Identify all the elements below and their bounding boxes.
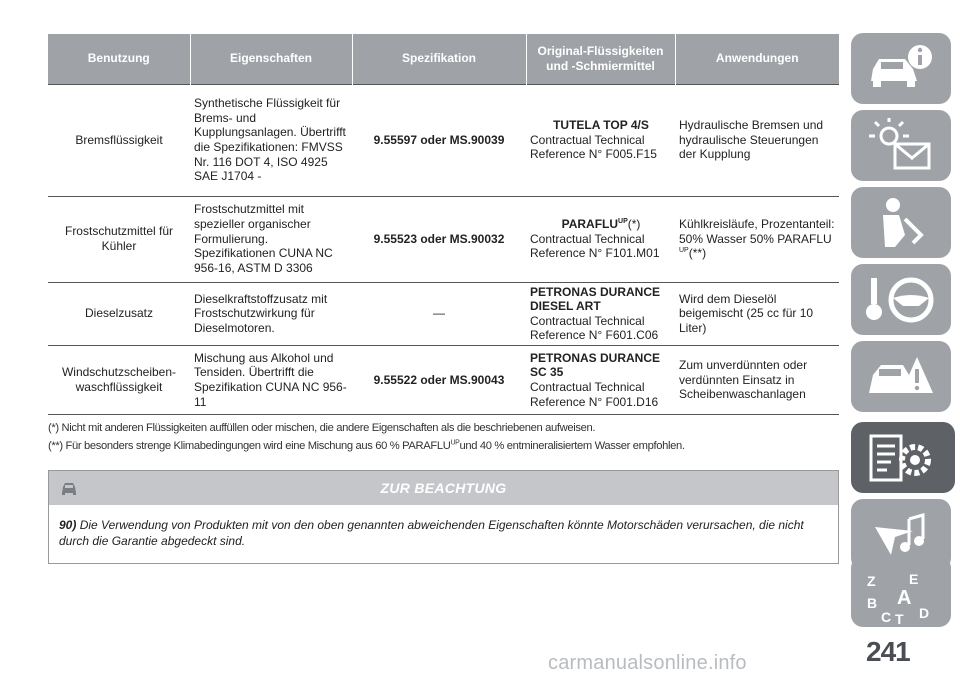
svg-text:C: C — [881, 609, 892, 625]
alphabet-index-icon — [865, 564, 937, 626]
table-row — [48, 196, 839, 282]
table-header-row — [48, 34, 839, 84]
cell-specification: 9.55597 oder MS.90039 — [352, 84, 526, 196]
sidebar-tab-key-steering[interactable] — [851, 264, 951, 335]
table-row — [48, 346, 839, 415]
notice-title: ZUR BEACHTUNG — [380, 480, 507, 496]
cell-properties: Synthetische Flüssigkeit für Brems- und Kupplungsanlagen. Übertrifft die Spezifikationen: FMVSS Nr. 116 DOT 4, ISO 4925 SAE J1704 - — [190, 84, 352, 196]
car-info-icon — [865, 41, 937, 97]
notice-header — [49, 471, 838, 505]
dashboard-lights-icon — [865, 118, 937, 174]
notice-text: Die Verwendung von Produkten mit von den oben genannten abweichenden Eigenschaften könnte Motorschäden verursachen, die nicht durch die Garantie abgedeckt sind. — [59, 518, 804, 548]
seat-airbag-icon — [865, 195, 937, 251]
page-number: 241 — [866, 636, 910, 667]
svg-text:Z: Z — [867, 573, 876, 589]
sidebar-tab-technical-data[interactable] — [851, 422, 955, 493]
cell-application: Hydraulische Bremsen und hydraulische Steuerungen der Kupplung — [675, 84, 839, 196]
table-row — [48, 84, 839, 196]
footnote-single-asterisk: (*) Nicht mit anderen Flüssigkeiten auffüllen oder mischen, die andere Eigenschaften als die beschriebenen aufweisen. — [48, 422, 596, 434]
cell-original-fluid — [526, 196, 675, 282]
cell-application: Wird dem Dieselöl beigemischt (25 cc für 10 Liter) — [675, 282, 839, 346]
cell-original-fluid — [526, 84, 675, 196]
cell-original-fluid — [526, 282, 675, 346]
notice-body — [49, 505, 838, 549]
column-header-specification: Spezifikation — [352, 34, 526, 84]
sidebar-tab-seat-airbag[interactable] — [851, 187, 951, 258]
cell-properties: Mischung aus Alkohol und Tensiden. Übertrifft die Spezifikation CUNA NC 956-11 — [190, 346, 352, 415]
sidebar-tab-alphabet-index[interactable] — [851, 556, 951, 627]
svg-text:D: D — [919, 605, 930, 621]
cell-specification: 9.55523 oder MS.90032 — [352, 196, 526, 282]
table-row — [48, 282, 839, 346]
cell-specification: — — [352, 282, 526, 346]
sidebar-tab-dashboard-lights[interactable] — [851, 110, 951, 181]
column-header-properties: Eigenschaften — [190, 34, 352, 84]
product-reference: Contractual Technical Reference N° F001.D16 — [530, 380, 659, 409]
cell-original-fluid — [526, 346, 675, 415]
cell-properties: Dieselkraftstoffzusatz mit Frostschutzwirkung für Dieselmotoren. — [190, 282, 352, 346]
cell-usage: Bremsflüssigkeit — [48, 84, 190, 196]
product-name: $PARAFLU^{UP}(*)$ — [561, 217, 641, 232]
column-header-original-fluids: Original-Flüssigkeiten und -Schmiermittel — [526, 34, 675, 84]
svg-text:A: A — [897, 587, 912, 609]
product-name: PETRONAS DURANCE SC 35 — [530, 350, 661, 380]
product-reference: Contractual Technical Reference N° F101.M01 — [530, 231, 660, 261]
fluids-specification-table — [48, 34, 839, 415]
svg-text:E: E — [909, 571, 919, 587]
watermark-text: carmanualsonline.info — [548, 652, 747, 674]
product-name: PETRONAS DURANCE DIESEL ART — [530, 284, 661, 314]
cell-specification: 9.55522 oder MS.90043 — [352, 346, 526, 415]
svg-text:T: T — [895, 611, 904, 626]
product-reference: Contractual Technical Reference N° F601.C06 — [530, 313, 659, 343]
key-steering-wheel-icon — [865, 272, 937, 328]
column-header-usage: Benutzung — [48, 34, 190, 84]
cell-properties: Frostschutzmittel mit spezieller organischer Formulierung. Spezifikationen CUNA NC 956-16, ASTM D 3306 — [190, 196, 352, 282]
notice-number: 90) — [59, 518, 77, 532]
sidebar-tab-car-warning[interactable] — [851, 341, 951, 412]
car-warning-icon — [59, 478, 79, 498]
column-header-applications: Anwendungen — [675, 34, 839, 84]
product-reference: Contractual Technical Reference N° F005.F15 — [530, 132, 657, 162]
cell-usage: Windschutzscheiben-waschflüssigkeit — [48, 346, 190, 415]
technical-data-gear-icon — [865, 430, 941, 490]
svg-text:B: B — [867, 595, 878, 611]
sidebar-tab-car-info[interactable] — [851, 33, 951, 104]
cell-usage: Frostschutzmittel für Kühler — [48, 196, 190, 282]
car-warning-icon — [865, 349, 937, 405]
cell-application: Kühlkreisläufe, Prozentanteil: 50% Wasser 50% PARAFLU $^{UP}$(**) — [675, 196, 839, 282]
cell-application: Zum unverdünnten oder verdünnten Einsatz in Scheibenwaschanlagen — [675, 346, 839, 415]
footnote-double-asterisk: (**) Für besonders strenge Klimabedingungen wird eine Mischung aus 60 % $PARAFLU^{UP}und$ 40 % entmineralisiertem Wasser empfohlen. — [48, 439, 685, 452]
music-navigation-icon — [865, 507, 937, 563]
product-name: TUTELA TOP 4/S — [553, 118, 649, 133]
warning-notice-box — [48, 470, 839, 564]
cell-usage: Dieselzusatz — [48, 282, 190, 346]
